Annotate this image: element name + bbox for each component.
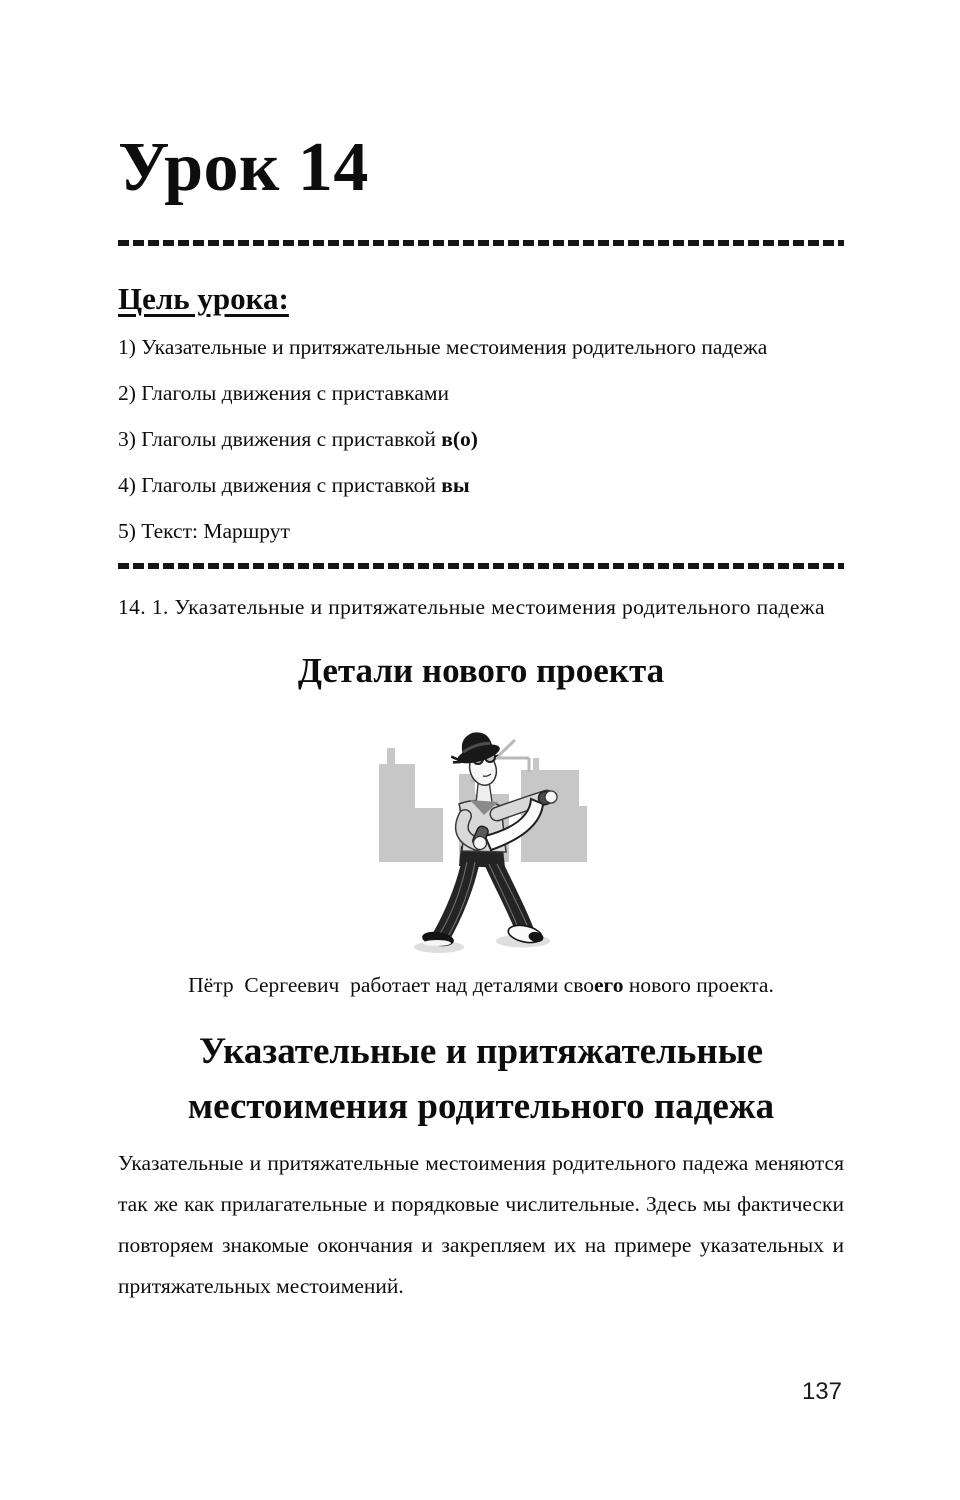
goal-item	[118, 381, 844, 427]
caption-pre: Пётр Сергеевич работает над деталями сво	[188, 973, 594, 997]
goal-heading: Цель урока:	[118, 281, 289, 316]
illustration-caption	[118, 973, 844, 998]
goal-item-bold: в(о)	[441, 427, 478, 451]
page-title: Урок 14	[118, 129, 369, 206]
goal-item	[118, 427, 844, 473]
goal-item	[118, 473, 844, 519]
dashed-divider-top	[118, 240, 844, 246]
goal-item-bold: вы	[441, 473, 470, 497]
caption-bold-ending: его	[593, 973, 624, 997]
goal-item-text: 2) Глаголы движения с приставками	[118, 381, 450, 405]
goal-item-text: 4) Глаголы движения с приставкой	[118, 473, 442, 497]
goal-item-text: 3) Глаголы движения с приставкой	[118, 427, 442, 451]
grammar-title-line1: Указательные и притяжательные	[199, 1031, 763, 1072]
caption-post: нового проекта.	[623, 973, 774, 997]
blueprint-man-illustration	[375, 710, 587, 962]
illustration-container	[118, 710, 844, 962]
goal-item-text: 5) Текст: Маршрут	[118, 519, 290, 543]
goal-list	[118, 335, 844, 565]
goal-item-text: 1) Указательные и притяжательные местоимения родительного падежа	[118, 335, 768, 359]
page-number: 137	[801, 1378, 842, 1405]
grammar-section-title	[118, 1024, 844, 1134]
goal-item	[118, 335, 844, 381]
grammar-title-line2: местоимения родительного падежа	[187, 1086, 775, 1127]
section-number-line: 14. 1. Указательные и притяжательные местоимения родительного падежа	[118, 595, 826, 619]
story-title: Детали нового проекта	[297, 651, 665, 690]
dashed-divider-bottom	[118, 563, 844, 569]
goal-item	[118, 519, 844, 565]
grammar-explanation-paragraph: Указательные и притяжательные местоимения родительного падежа меняются так же как прилагательные и порядковые числительные. Здесь мы фактически повторяем знакомые окончания и закрепляем их на примере указательных и притяжательных местоимений.	[118, 1151, 844, 1298]
